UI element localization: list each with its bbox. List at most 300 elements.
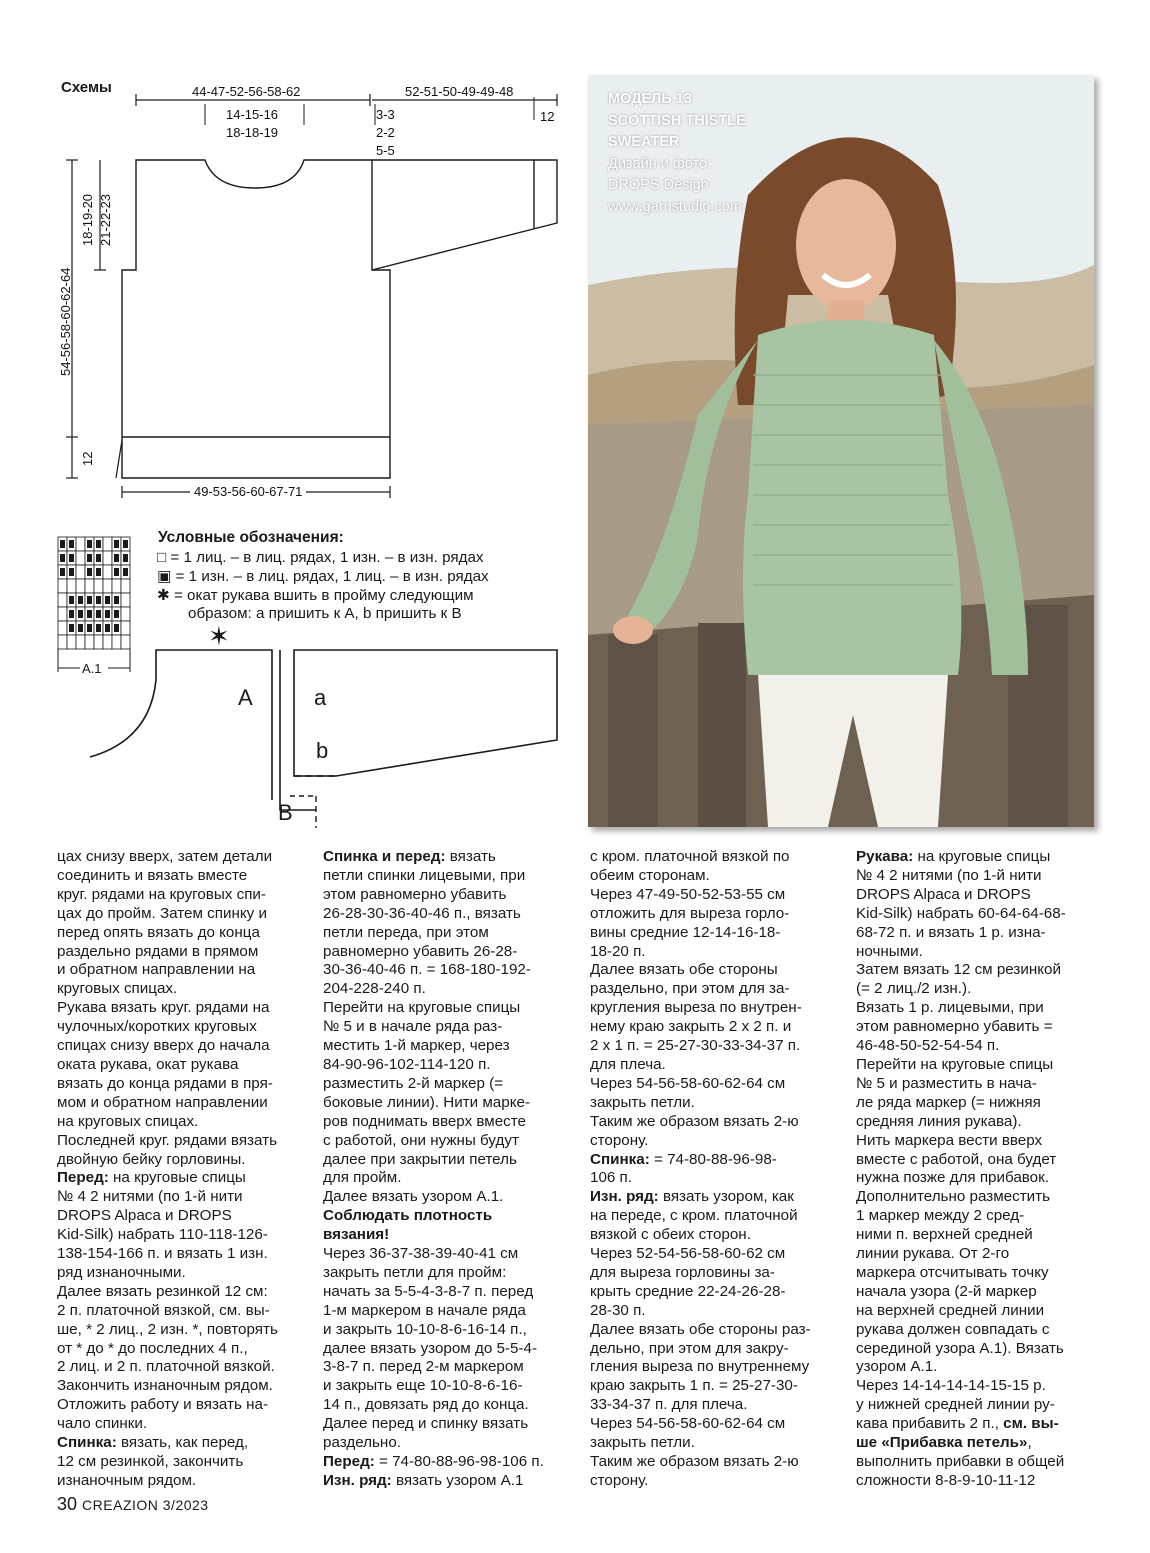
text-line xyxy=(856,1472,1066,1491)
purl-symbol xyxy=(96,540,101,548)
text-line xyxy=(57,1207,278,1226)
text-line xyxy=(856,1113,1066,1132)
text-line xyxy=(856,1018,1066,1037)
text-line xyxy=(323,848,544,867)
text-line xyxy=(590,1264,811,1283)
text-run: 33-34-37 п. для плеча. xyxy=(590,1396,748,1414)
text-line xyxy=(323,1226,544,1245)
label-B: B xyxy=(278,800,293,825)
text-line xyxy=(856,1377,1066,1396)
text-line xyxy=(856,980,1066,999)
text-run: ряд изнаночными. xyxy=(57,1263,186,1281)
text-run: этом равномерно убавить xyxy=(323,885,507,903)
text-run: 204-228-240 п. xyxy=(323,980,426,998)
text-run: Kid-Silk) набрать 110-118-126- xyxy=(57,1226,268,1244)
text-line xyxy=(57,1075,278,1094)
text-run: для плеча. xyxy=(590,1055,666,1073)
text-run: 46-48-50-52-54-54 п. xyxy=(856,1037,1000,1055)
text-line xyxy=(323,943,544,962)
text-run: Далее перед и спинку вязать xyxy=(323,1415,529,1433)
neck-dim-1: 14-15-16 xyxy=(226,107,279,122)
text-line xyxy=(323,867,544,886)
chart-cell xyxy=(103,579,112,593)
purl-symbol xyxy=(123,568,128,576)
text-line xyxy=(57,961,278,980)
text-line xyxy=(57,1340,278,1359)
purl-symbol xyxy=(87,568,92,576)
width-dim: 49-53-56-60-67-71 xyxy=(190,484,306,500)
purl-symbol xyxy=(87,596,92,604)
chart-label: A.1 xyxy=(82,661,102,676)
text-run: Через 14-14-14-14-15-15 р. xyxy=(856,1377,1046,1395)
text-run: Дополнительно разместить xyxy=(856,1188,1051,1206)
text-run: 1-м маркером в начале ряда xyxy=(323,1301,526,1319)
text-run: начала узора (2-й маркер xyxy=(856,1282,1037,1300)
purl-symbol xyxy=(69,624,74,632)
text-run: сторону. xyxy=(590,1471,649,1489)
text-run: вязать, как перед, xyxy=(116,1434,249,1452)
purl-symbol xyxy=(60,568,65,576)
purl-symbol xyxy=(96,610,101,618)
text-run: с работой, они нужны будут xyxy=(323,1131,519,1149)
text-run: нужна позже для прибавок. xyxy=(856,1169,1049,1187)
rib-dim: 12 xyxy=(80,451,95,466)
text-line xyxy=(856,1434,1066,1453)
text-line xyxy=(323,924,544,943)
text-run: разместить 2-й маркер (= xyxy=(323,1074,504,1092)
text-line xyxy=(323,905,544,924)
purl-symbol xyxy=(87,624,92,632)
chart-cell xyxy=(67,579,76,593)
chart-cell xyxy=(76,565,85,579)
text-run: DROPS Alpaca и DROPS xyxy=(57,1207,232,1225)
text-line xyxy=(323,1113,544,1132)
text-line xyxy=(57,1434,278,1453)
chart-cell xyxy=(58,621,67,635)
text-run: вязать до конца рядами в пря- xyxy=(57,1074,273,1092)
text-line xyxy=(323,1264,544,1283)
text-line xyxy=(590,886,811,905)
text-line xyxy=(590,1075,811,1094)
bold-run: Изн. ряд: xyxy=(323,1471,392,1489)
label-b: b xyxy=(316,738,329,763)
text-line xyxy=(57,905,278,924)
text-run: петли переда, при этом xyxy=(323,923,489,941)
chart-cell xyxy=(76,551,85,565)
text-line xyxy=(323,1094,544,1113)
text-run: Закончить изнаночным рядом. xyxy=(57,1377,273,1395)
armhole-dim-1: 18-19-20 xyxy=(80,193,95,246)
text-line xyxy=(856,1396,1066,1415)
text-run: кругления выреза по внутрен- xyxy=(590,999,802,1017)
text-run: 18-20 п. xyxy=(590,942,646,960)
text-line xyxy=(856,1207,1066,1226)
text-run: вязать узором, как xyxy=(658,1188,794,1206)
text-run: вязать узором А.1 xyxy=(391,1471,524,1489)
star-icon: ✶ xyxy=(208,622,230,652)
chart-cell xyxy=(76,635,85,649)
text-line xyxy=(323,1283,544,1302)
bold-run: вязания! xyxy=(323,1226,390,1244)
text-run: раздельно рядами в прямом xyxy=(57,942,259,960)
text-run: боковые линии). Нити марке- xyxy=(323,1093,531,1111)
text-line xyxy=(323,980,544,999)
text-run: и закрыть еще 10-10-8-6-16- xyxy=(323,1377,523,1395)
text-run: перед опять вязать до конца xyxy=(57,923,260,941)
text-run: Далее вязать узором А.1. xyxy=(323,1188,504,1206)
text-line xyxy=(590,1377,811,1396)
purl-symbol xyxy=(69,610,74,618)
text-run: Рукава вязать круг. рядами на xyxy=(57,999,270,1017)
text-line xyxy=(323,1207,544,1226)
text-line xyxy=(590,1169,811,1188)
text-line xyxy=(57,980,278,999)
neck-dim-2: 18-18-19 xyxy=(226,125,279,140)
text-line xyxy=(590,999,811,1018)
text-line xyxy=(57,1358,278,1377)
schemes-title: Схемы xyxy=(61,79,112,96)
purl-symbol xyxy=(114,596,119,604)
chart-cell xyxy=(58,579,67,593)
text-line xyxy=(323,1396,544,1415)
text-run: чулочных/коротких круговых xyxy=(57,1018,257,1036)
text-line xyxy=(57,1321,278,1340)
text-run: 30-36-40-46 п. = 168-180-192- xyxy=(323,961,531,979)
chart-cell xyxy=(76,537,85,551)
text-run: мом и обратном направлении xyxy=(57,1093,268,1111)
purl-symbol xyxy=(114,568,119,576)
text-run: на круговые спицы xyxy=(913,848,1051,865)
text-run: рукава должен совпадать с xyxy=(856,1320,1050,1338)
text-run: 138-154-166 п. и вязать 1 изн. xyxy=(57,1245,268,1263)
text-run: (= 2 лиц./2 изн.). xyxy=(856,980,972,998)
text-run: 12 см резинкой, закончить xyxy=(57,1453,244,1470)
chart-cell xyxy=(58,635,67,649)
text-run: раздельно, при этом для за- xyxy=(590,980,790,998)
text-run: отложить для выреза горло- xyxy=(590,904,790,922)
magazine-issue: CREAZION 3/2023 xyxy=(82,1497,209,1513)
model-name-1: SCOTTISH THISTLE xyxy=(608,112,746,129)
legend-knit: □ = 1 лиц. – в лиц. рядах, 1 изн. – в изн. рядах xyxy=(157,549,484,566)
legend-star-1: ✱ = окат рукава вшить в пройму следующим xyxy=(157,587,474,604)
text-line xyxy=(57,1415,278,1434)
text-run: серединой узора А.1). Вязать xyxy=(856,1339,1064,1357)
text-line xyxy=(856,1283,1066,1302)
text-line xyxy=(57,1396,278,1415)
photo-caption xyxy=(608,89,746,218)
text-line xyxy=(590,867,811,886)
text-run: 84-90-96-102-114-120 п. xyxy=(323,1055,491,1073)
text-run: ле ряда маркер (= нижняя xyxy=(856,1093,1041,1111)
text-line xyxy=(323,1169,544,1188)
bold-run: Перед: xyxy=(57,1169,109,1187)
text-run: круговых спицах. xyxy=(57,980,178,998)
bold-run: Соблюдать плотность xyxy=(323,1207,493,1225)
text-run: Вязать 1 р. лицевыми, при xyxy=(856,999,1044,1017)
text-line xyxy=(856,1056,1066,1075)
text-line xyxy=(590,1207,811,1226)
chart-cell xyxy=(94,579,103,593)
chart-grid-a1 xyxy=(58,537,130,649)
text-run: с кром. платочной вязкой по xyxy=(590,848,790,865)
text-run: закрыть петли. xyxy=(590,1434,695,1452)
text-run: для выреза горловины за- xyxy=(590,1263,775,1281)
purl-symbol xyxy=(78,624,83,632)
text-run: далее при закрытии петель xyxy=(323,1150,517,1168)
text-line xyxy=(856,867,1066,886)
purl-symbol xyxy=(114,624,119,632)
text-line xyxy=(57,1056,278,1075)
purl-symbol xyxy=(69,554,74,562)
chart-cell xyxy=(121,621,130,635)
shoulder-dim-3: 5-5 xyxy=(376,143,395,158)
text-line xyxy=(856,886,1066,905)
text-line xyxy=(57,1151,278,1170)
chart-cell xyxy=(94,635,103,649)
text-line xyxy=(856,1245,1066,1264)
text-line xyxy=(57,1132,278,1151)
credit-1: Дизайн и фото: xyxy=(608,155,712,172)
text-line xyxy=(57,1018,278,1037)
shoulder-dim-1: 3-3 xyxy=(376,107,395,122)
chart-cell xyxy=(112,635,121,649)
text-run: DROPS Alpaca и DROPS xyxy=(856,885,1031,903)
purl-symbol xyxy=(60,540,65,548)
text-run: 2 п. платочной вязкой, см. вы- xyxy=(57,1301,270,1319)
text-run: сложности 8-8-9-10-11-12 xyxy=(856,1471,1036,1489)
text-line xyxy=(57,867,278,886)
text-line xyxy=(856,1188,1066,1207)
purl-symbol xyxy=(96,624,101,632)
text-run: сторону. xyxy=(590,1131,649,1149)
armhole-dim-2: 21-22-23 xyxy=(98,193,113,246)
text-run: нему краю закрыть 2 х 2 п. и xyxy=(590,1018,792,1036)
text-line xyxy=(856,924,1066,943)
page-footer xyxy=(57,1494,209,1515)
text-line xyxy=(57,1188,278,1207)
text-run: соединить и вязать вместе xyxy=(57,866,248,884)
chart-cell xyxy=(85,579,94,593)
purl-symbol xyxy=(114,554,119,562)
text-line xyxy=(590,980,811,999)
text-run: ними п. верхней средней xyxy=(856,1226,1033,1244)
text-line xyxy=(590,1340,811,1359)
text-line xyxy=(856,1453,1066,1472)
top-left-dim: 44-47-52-56-58-62 xyxy=(192,84,301,99)
text-line xyxy=(856,1226,1066,1245)
text-line xyxy=(323,1321,544,1340)
text-line xyxy=(590,1472,811,1491)
text-run: 2 лиц. и 2 п. платочной вязкой. xyxy=(57,1358,275,1376)
text-line xyxy=(590,1396,811,1415)
bold-run: Спинка: xyxy=(57,1434,117,1452)
text-run: петли спинки лицевыми, при xyxy=(323,866,526,884)
text-run: круг. рядами на круговых спи- xyxy=(57,885,266,903)
text-run: у нижней средней линии ру- xyxy=(856,1396,1055,1414)
text-line xyxy=(856,1302,1066,1321)
text-run: и закрыть 10-10-8-6-16-14 п., xyxy=(323,1320,527,1338)
text-run: выполнить прибавки в общей xyxy=(856,1453,1065,1470)
text-line xyxy=(856,1321,1066,1340)
purl-symbol xyxy=(105,596,110,604)
purl-symbol xyxy=(78,596,83,604)
text-run: № 4 2 нитями (по 1-й нити xyxy=(57,1188,243,1206)
text-run: 28-30 п. xyxy=(590,1301,646,1319)
text-line xyxy=(323,1302,544,1321)
text-run: для пройм. xyxy=(323,1169,402,1187)
text-line xyxy=(57,886,278,905)
shoulder-dim-2: 2-2 xyxy=(376,125,395,140)
text-run: на круговых спицах. xyxy=(57,1112,199,1130)
text-run: равномерно убавить 26-28- xyxy=(323,942,518,960)
text-run: Через 47-49-50-52-53-55 см xyxy=(590,885,786,903)
purl-symbol xyxy=(87,554,92,562)
text-run: 1 маркер между 2 сред- xyxy=(856,1207,1025,1225)
label-A: A xyxy=(238,685,253,710)
text-column-1 xyxy=(57,848,278,1491)
purl-symbol xyxy=(123,554,128,562)
text-run: Далее вязать обе стороны xyxy=(590,961,778,979)
text-line xyxy=(57,943,278,962)
text-run: = 74-80-88-96-98-106 п. xyxy=(374,1453,544,1470)
text-line xyxy=(590,1358,811,1377)
text-line xyxy=(590,1056,811,1075)
chart-cell xyxy=(121,635,130,649)
model-photo xyxy=(588,75,1094,827)
chart-cell xyxy=(121,593,130,607)
text-line xyxy=(856,1075,1066,1094)
text-line xyxy=(57,848,278,867)
text-run: закрыть петли для пройм: xyxy=(323,1263,507,1281)
text-line xyxy=(590,1245,811,1264)
text-line xyxy=(856,1169,1066,1188)
chart-cell xyxy=(103,537,112,551)
text-run: далее вязать узором до 5-5-4- xyxy=(323,1339,537,1357)
text-run: на переде, с кром. платочной xyxy=(590,1207,798,1225)
text-run: местить 1-й маркер, через xyxy=(323,1037,510,1055)
text-line xyxy=(590,1188,811,1207)
text-line xyxy=(590,1113,811,1132)
text-run: краю закрыть 1 п. = 25-27-30- xyxy=(590,1377,798,1395)
purl-symbol xyxy=(114,610,119,618)
text-run: узором А.1. xyxy=(856,1358,938,1376)
text-line xyxy=(57,1245,278,1264)
text-run: Перейти на круговые спицы xyxy=(856,1055,1054,1073)
text-line xyxy=(856,1132,1066,1151)
text-line xyxy=(323,1245,544,1264)
text-run: Последней круг. рядами вязать xyxy=(57,1131,277,1149)
text-line xyxy=(57,1377,278,1396)
text-run: гления выреза по внутреннему xyxy=(590,1358,810,1376)
text-line xyxy=(856,905,1066,924)
text-line xyxy=(57,1453,278,1472)
text-run: обеим сторонам. xyxy=(590,866,710,884)
chart-cell xyxy=(103,551,112,565)
text-line xyxy=(57,999,278,1018)
text-line xyxy=(57,1094,278,1113)
text-run: раздельно. xyxy=(323,1434,401,1452)
chart-cell xyxy=(58,593,67,607)
text-line xyxy=(323,886,544,905)
text-run: средняя линия рукава). xyxy=(856,1112,1022,1130)
text-run: вязать xyxy=(445,848,496,865)
text-line xyxy=(590,1415,811,1434)
text-run: 3-8-7 п. перед 2-м маркером xyxy=(323,1358,524,1376)
text-run: на верхней средней линии xyxy=(856,1301,1045,1319)
text-run: ше, * 2 лиц., 2 изн. *, повторять xyxy=(57,1320,278,1338)
text-line xyxy=(323,1132,544,1151)
bold-run: Изн. ряд: xyxy=(590,1188,659,1206)
text-line xyxy=(590,1434,811,1453)
text-line xyxy=(57,1226,278,1245)
text-run: оката рукава, окат рукава xyxy=(57,1055,239,1073)
text-line xyxy=(590,961,811,980)
purl-symbol xyxy=(60,554,65,562)
text-run: Нить маркера вести вверх xyxy=(856,1131,1043,1149)
page-number: 30 xyxy=(57,1494,78,1514)
text-line xyxy=(590,848,811,867)
text-line xyxy=(590,1094,811,1113)
text-line xyxy=(590,1132,811,1151)
height-dim: 54-56-58-60-62-64 xyxy=(58,267,73,376)
text-line xyxy=(590,1321,811,1340)
text-line xyxy=(323,1018,544,1037)
text-run: Через 54-56-58-60-62-64 см xyxy=(590,1415,786,1433)
text-run: маркера отсчитывать точку xyxy=(856,1263,1049,1281)
model-name-2: SWEATER xyxy=(608,134,680,150)
website-url: www.garnstudio.com xyxy=(608,198,742,215)
bold-run: Рукава: xyxy=(856,848,914,865)
text-line xyxy=(590,1037,811,1056)
text-run: = 74-80-88-96-98- xyxy=(649,1150,777,1168)
legend-star-2: образом: a пришить к А, b пришить к В xyxy=(188,605,462,622)
label-a: a xyxy=(314,685,327,710)
text-line xyxy=(57,1302,278,1321)
text-line xyxy=(590,924,811,943)
purl-symbol xyxy=(105,624,110,632)
purl-symbol xyxy=(96,568,101,576)
text-line xyxy=(590,943,811,962)
text-line xyxy=(323,1415,544,1434)
chart-cell xyxy=(76,579,85,593)
text-run: кава прибавить 2 п., xyxy=(856,1415,1004,1433)
purl-symbol xyxy=(69,540,74,548)
text-line xyxy=(590,1453,811,1472)
chart-cell xyxy=(121,579,130,593)
model-number: МОДЕЛЬ 13 xyxy=(608,91,692,107)
chart-cell xyxy=(85,635,94,649)
text-run: изнаночным рядом. xyxy=(57,1471,197,1489)
bold-run: Перед: xyxy=(323,1453,375,1470)
purl-symbol xyxy=(69,596,74,604)
text-run: 26-28-30-36-40-46 п., вязать xyxy=(323,904,521,922)
text-line xyxy=(856,1340,1066,1359)
legend-title: Условные обозначения: xyxy=(158,529,344,546)
text-line xyxy=(856,999,1066,1018)
text-line xyxy=(856,1037,1066,1056)
text-run: Перейти на круговые спицы xyxy=(323,999,521,1017)
text-line xyxy=(323,1358,544,1377)
text-run: вязкой с обеих сторон. xyxy=(590,1226,751,1244)
text-run: Далее вязать обе стороны раз- xyxy=(590,1320,811,1338)
text-line xyxy=(323,1056,544,1075)
purl-symbol xyxy=(96,596,101,604)
legend-purl: ▣ = 1 изн. – в лиц. рядах, 1 лиц. – в изн. рядах xyxy=(157,568,489,585)
text-line xyxy=(57,1169,278,1188)
chart-cell xyxy=(103,565,112,579)
text-run: Через 54-56-58-60-62-64 см xyxy=(590,1074,786,1092)
text-line xyxy=(323,1377,544,1396)
